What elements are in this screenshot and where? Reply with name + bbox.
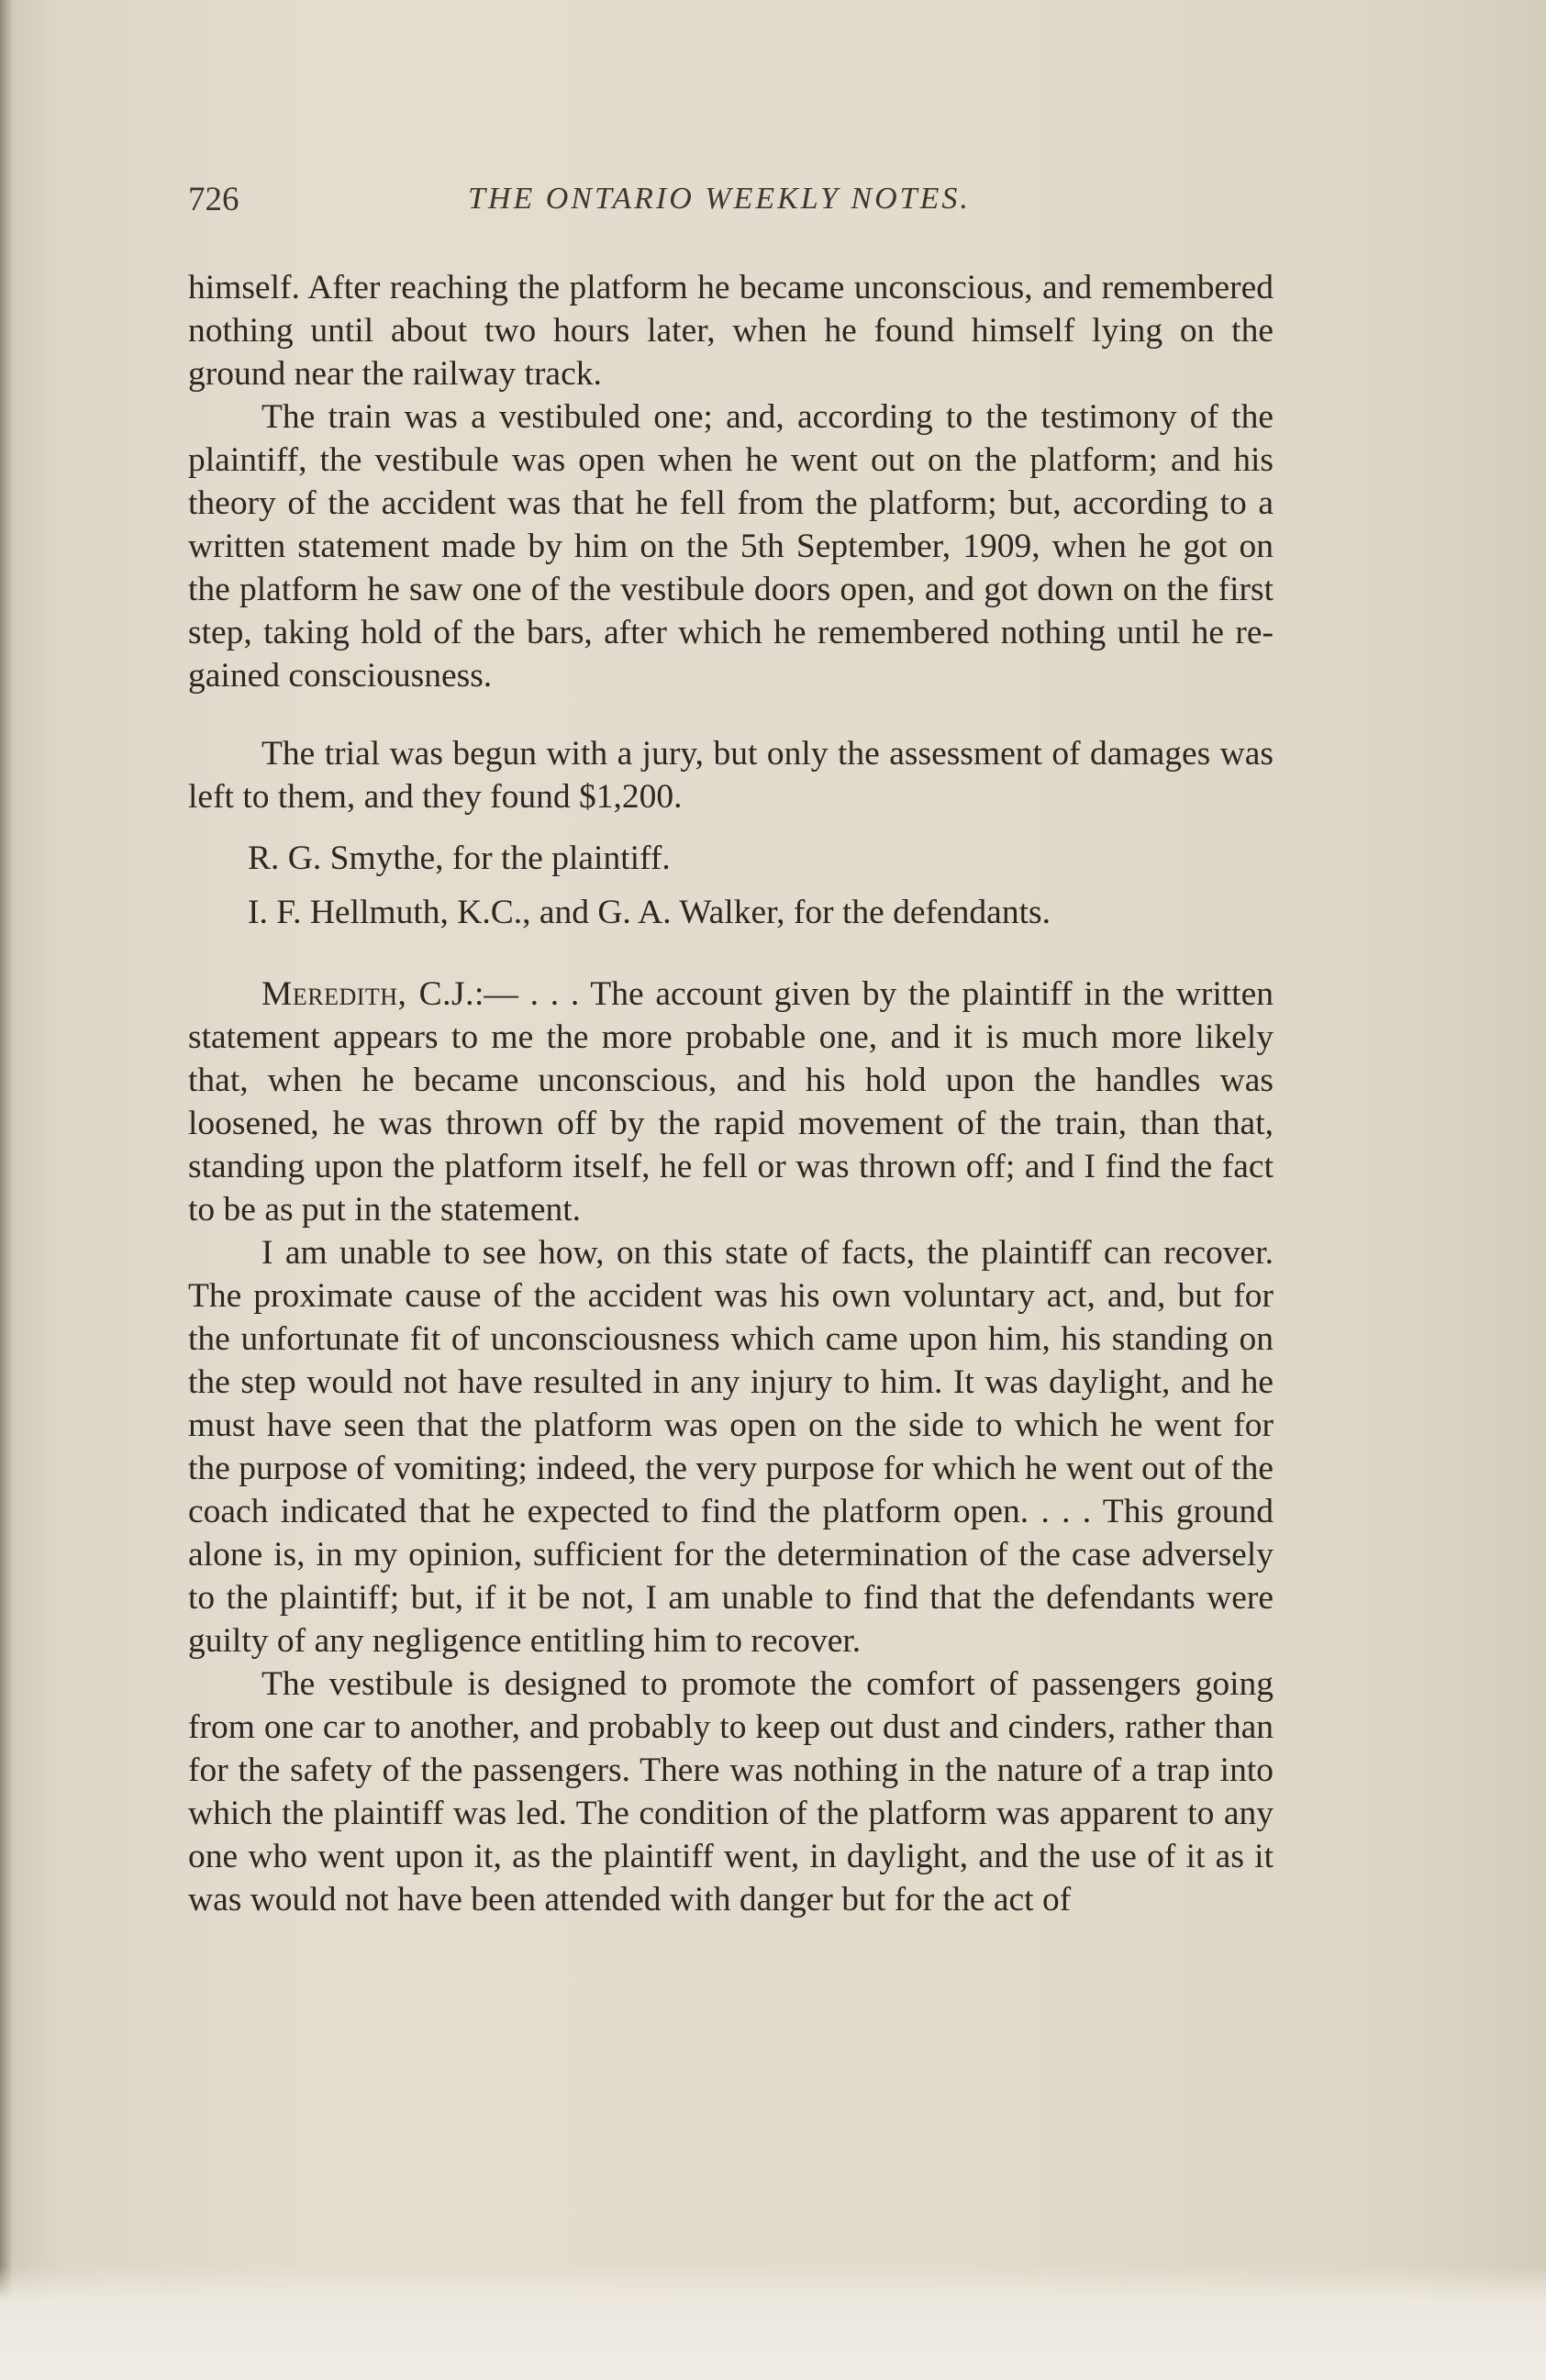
- paragraph-cannot-recover: I am unable to see how, on this state of facts, the plaintiff can recover. The proximate cause of the accident was his own voluntary act, and, but for the unfortunate fit of unconsciousness which came upon him, his standing on the step would not have resulted in any injury to him. It was daylight, and he must have seen that the platform was open on the side to which he went for the purpose of vomiting; indeed, the very purpose for which he went out of the coach indicated that he expected to find the platform open. . . . This ground alone is, in my opinion, sufficient for the determination of the case adversely to the plaintiff; but, if it be not, I am unable to find that the defendants were guilty of any negligence entitling him to recover.: [188, 1234, 1274, 1660]
- paragraph-vestibule-testimony: The train was a vestibuled one; and, according to the testimony of the plaintiff, the vestibule was open when he went out on the platform; and his theory of the accident was that he fell from the platform; but, according to a written statement made by him on the 5th September, 1909, when he got on the platform he saw one of the vestibule doors open, and got down on the first step, taking hold of the bars, after which he remembered nothing until he re-gained consciousness.: [188, 398, 1274, 695]
- counsel-defendants: I. F. Hellmuth, K.C., and G. A. Walker, for the defendants.: [248, 894, 1051, 931]
- paragraph-judgment-opening: [188, 973, 1274, 1231]
- counsel-plaintiff: R. G. Smythe, for the plaintiff.: [248, 840, 671, 877]
- judge-name: Meredith, C.J.: [261, 975, 475, 1013]
- page-number: 726: [188, 181, 239, 218]
- paragraph-continuation: himself. After reaching the platform he became unconscious, and remembered nothing until about two hours later, when he found himself lying on the ground near the railway track.: [188, 269, 1274, 393]
- binding-shadow: [0, 0, 13, 2380]
- page-bottom-edge: [0, 2266, 1546, 2380]
- judgment-opening-text: :— . . . The account given by the plaintiff in the written statement appears to me the more probable one, and it is much more likely that, when he became unconscious, and his hold upon the handles was loosened, he was thrown off by the rapid movement of the train, than that, standing upon the platform itself, he fell or was thrown off; and I find the fact to be as put in the statement.: [188, 975, 1274, 1229]
- page-header: [188, 180, 1289, 226]
- running-title: THE ONTARIO WEEKLY NOTES.: [468, 182, 971, 216]
- paragraph-trial: The trial was begun with a jury, but only the assessment of damages was left to them, and they found $1,200.: [188, 735, 1274, 816]
- page-body: [188, 266, 1274, 1921]
- paragraph-vestibule-design: The vestibule is designed to promote the comfort of passengers going from one car to another, and probably to keep out dust and cinders, rather than for the safety of the passengers. There was nothing in the nature of a trap into which the plaintiff was led. The condition of the platform was apparent to any one who went upon it, as the plaintiff went, in daylight, and the use of it as it was would not have been attended with danger but for the act of: [188, 1665, 1274, 1918]
